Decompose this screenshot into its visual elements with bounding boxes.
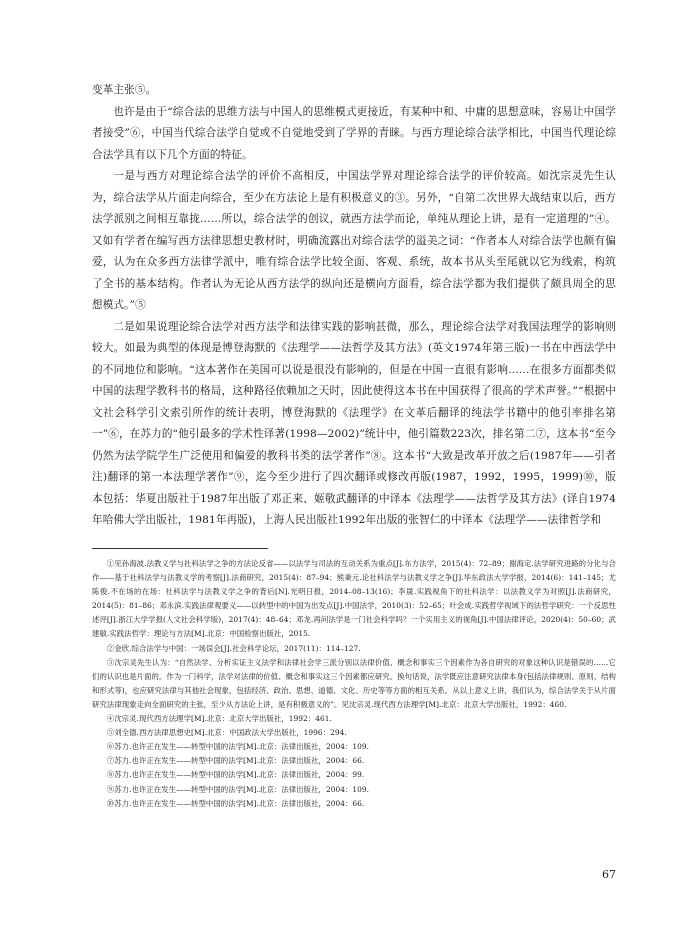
paragraph-3: 一是与西方对理论综合法学的评价不高相反，中国法学界对理论综合法学的评价较高。如沈宗灵先生认为，综合法学从片面走向综合，至少在方法论上是有积极意义的③。另外，“自第二次世界大战结束以后，西方法学派别之间相互靠拢……所以，综合法学的创议，就西方法学而论，单纯从理论上讲，是有一定道理的”④。又如有学者在编写西方法律思想史教材时，明确流露出对综合法学的溢美之词：“作者本人对综合法学也颇有偏爱，认为在众多西方法律学派中，唯有综合法学比较全面、客观、系统，故本书从头至尾就以它为线索，构筑了全书的基本结构。作者认为无论从西方法学的纵向还是横向方面看，综合法学都为我们提供了颇具周全的思想模式。”⑤ xyxy=(92,170,616,311)
footnote-3: ③沈宗灵先生认为：“自然法学、分析实证主义法学和法律社会学三派分别以法律价值、概念和事实三个因素作为各自研究的对象这种认识是错误的……它们的认识也是片面的。作为一门科学，法学对法律的价值、概念和事实这三个因素都应研究。换句话说，法学既应注意研究法律本身(包括法律规则、原则、结构和形式等)，也应研究法律与其他社会现象，包括经济、政治、思想、道德、文化、历史等等方面的相互关系。从以上意义上讲，我们认为，综合法学关于从片面研究法律现象走向全面研究的主张，至少从方法论上讲，是有积极意义的”。见沈宗灵.现代西方法理学[M].北京：北京大学出版社，1992：460. xyxy=(92,657,616,709)
body-text xyxy=(92,80,616,532)
footnote-7: ⑦苏力.也许正在发生——转型中国的法学[M].北京：法律出版社，2004：66. xyxy=(106,756,365,766)
footnote-divider xyxy=(92,548,268,549)
footnote-8: ⑧苏力.也许正在发生——转型中国的法学[M].北京：法律出版社，2004：99. xyxy=(106,770,365,780)
footnote-4: ④沈宗灵.现代西方法理学[M].北京：北京大学出版社，1992：461. xyxy=(106,714,332,724)
paragraph-4: 二是如果说理论综合法学对西方法学和法律实践的影响甚微，那么，理论综合法学对我国法理学的影响则较大。如最为典型的体现是博登海默的《法理学——法哲学及其方法》(英文1974年第三版)一书在中西法学中的不同地位和影响。“这本著作在美国可以说是很没有影响的，但是在中国一直很有影响……在很多方面都类似中国的法理学教科书的格局，这种路径依赖加之天时，因此使得这本书在中国获得了很高的学术声誉。”“根据中文社会科学引文索引所作的统计表明，博登海默的《法理学》在文革后翻译的纯法学书籍中的他引率排名第一”⑥，在苏力的“他引最多的学术性译著(1998—2002)”统计中，他引篇数223次，排名第二⑦，这本书“至今仍然为法学院学生广泛使用和偏爱的教科书类的法学著作”⑧。这本书“大致是改革开放之后(1987年——引者注)翻译的第一本法理学著作”⑨，迄今至少进行了四次翻译或修改再版(1987，1992，1995，1999)⑩，版本包括：华夏出版社于1987年出版了邓正来、姬敬武翻译的中译本《法理学——法哲学及其方法》(译自1974年哈佛大学出版社，1981年再版)，上海人民出版社1992年出版的张智仁的中译本《法理学——法律哲学和 xyxy=(92,320,616,526)
paragraph-1: 变革主张⑤。 xyxy=(92,84,157,96)
paragraph-2: 也许是由于“综合法的思维方法与中国人的思维模式更接近，有某种中和、中庸的思想意味，容易让中国学者接受”⑥，中国当代综合法学自觉或不自觉地受到了学界的青睐。与西方理论综合法学相比，中国当代理论综合法学具有以下几个方面的特征。 xyxy=(92,105,616,161)
footnotes xyxy=(92,557,616,811)
footnote-5: ⑤刘全德.西方法律思想史[M].北京：中国政法大学出版社，1996：294. xyxy=(106,728,347,738)
footnote-1: ①见孙海波.法教义学与社科法学之争的方法论反省——以法学与司法的互动关系为重点[J].东方法学，2015(4)：72–89；谢海定.法学研究进路的分化与合作——基于社科法学与法教义学的考察[J].法商研究，2015(4)：87–94；熊秉元.论社科法学与法教义学之争[J].华东政法大学学报，2014(6)：141–145；尤陈俊.不在场的在场：社科法学与法教义学之争的背后[N].光明日报，2014–08–13(16)；李晟.实践视角下的社科法学：以法教义学为对照[J].法商研究，2014(5)：81–86；邓永滨.实践法律观要义——以转型中的中国为出发点[J].中国法学，2010(3)：52–65；叶会成.实践哲学视域下的法哲学研究：一个反思性述评[J].浙江大学学报(人文社会科学版)，2017(4)：48–64；邓龙.再问法学是一门社会科学吗？一个实用主义的视角[J].中国法律评论，2020(4)：50–60；武建敏.实践法哲学：理论与方法[M].北京：中国检察出版社，2015. xyxy=(92,559,616,639)
footnote-9: ⑨苏力.也许正在发生——转型中国的法学[M].北京：法律出版社，2004：109. xyxy=(106,784,370,794)
footnote-10: ⑩苏力.也许正在发生——转型中国的法学[M].北京：法律出版社，2004：66. xyxy=(106,798,365,808)
page-number: 67 xyxy=(602,868,616,881)
footnote-2: ②金欣.综合法学与中国：一场误会[J].社会科学论坛，2017(11)：114–127. xyxy=(106,643,361,653)
footnote-6: ⑥苏力.也许正在发生——转型中国的法学[M].北京：法律出版社，2004：109. xyxy=(106,742,370,752)
